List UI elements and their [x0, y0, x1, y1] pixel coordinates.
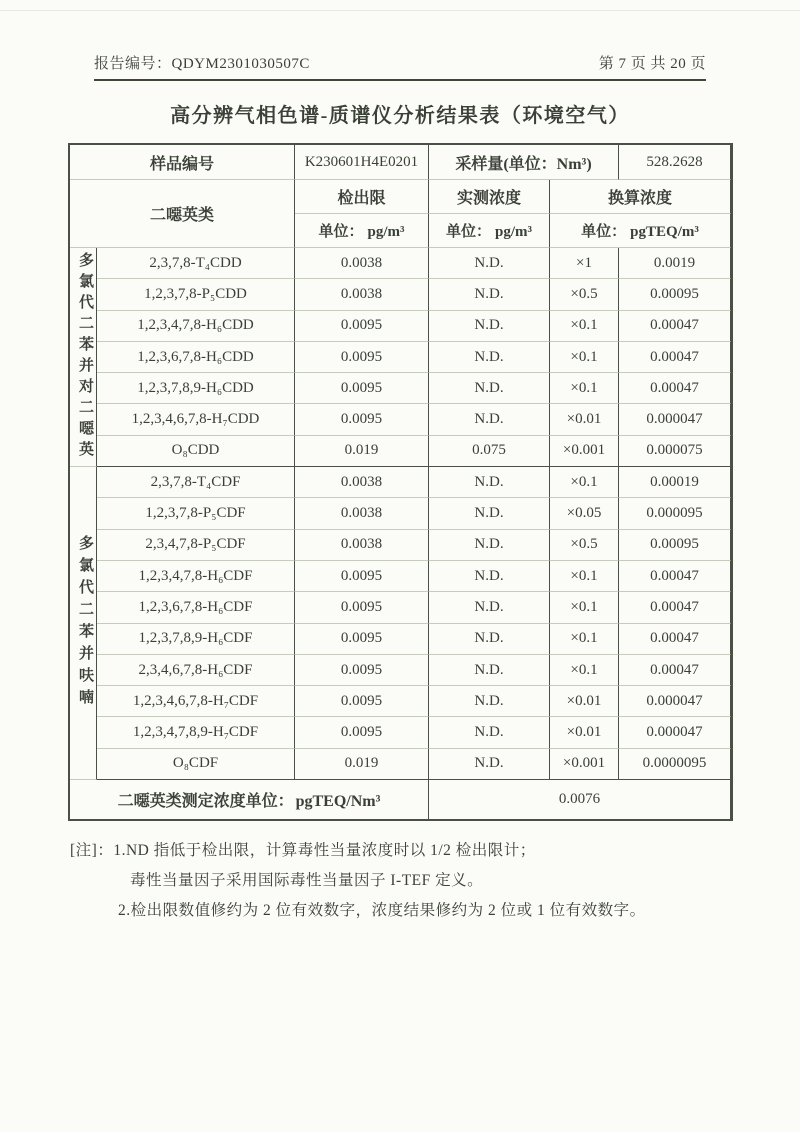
compound-name-cell: 1,2,3,4,7,8,9-H₇CDF	[97, 717, 295, 748]
measured-value-cell: N.D.	[429, 592, 550, 623]
table-row	[70, 530, 731, 561]
compound-name-cell: 1,2,3,4,7,8-H₆CDF	[97, 561, 295, 592]
page-header	[94, 52, 706, 73]
detection-limit-cell: 0.0095	[295, 342, 429, 373]
group1-label: 多氯代二苯并对二噁英	[77, 252, 93, 463]
table-row	[70, 373, 731, 404]
report-number-label: 报告编号：	[94, 56, 172, 72]
converted-value-cell: 0.00047	[619, 655, 731, 686]
converted-header-cell: 换算浓度	[550, 180, 731, 214]
tef-factor-cell: ×0.1	[550, 624, 619, 655]
measured-value-cell: N.D.	[429, 311, 550, 342]
converted-value-cell: 0.00019	[619, 467, 731, 498]
converted-value-cell: 0.000047	[619, 404, 731, 435]
footer-value-cell: 0.0076	[429, 780, 731, 819]
converted-unit-cell	[550, 214, 731, 248]
table-row	[70, 686, 731, 717]
detection-limit-cell: 0.0038	[295, 467, 429, 498]
header-rule	[94, 79, 706, 81]
detection-limit-cell: 0.0038	[295, 530, 429, 561]
measured-value-cell: N.D.	[429, 655, 550, 686]
tef-factor-cell: ×0.1	[550, 373, 619, 404]
converted-value-cell: 0.0019	[619, 248, 731, 279]
converted-value-cell: 0.00095	[619, 279, 731, 310]
unit-label: 单位：	[446, 224, 492, 240]
tef-factor-cell: ×0.001	[550, 749, 619, 780]
detection-limit-cell: 0.0038	[295, 279, 429, 310]
detection-limit-cell: 0.0095	[295, 561, 429, 592]
measured-unit-value: pg/m³	[495, 224, 533, 240]
tef-factor-cell: ×1	[550, 248, 619, 279]
report-number	[94, 52, 310, 73]
tef-factor-cell: ×0.001	[550, 436, 619, 467]
compound-name-cell: 2,3,4,7,8-P₅CDF	[97, 530, 295, 561]
scan-edge-line	[0, 10, 800, 11]
compound-name-cell: 1,2,3,4,7,8-H₆CDD	[97, 311, 295, 342]
table-row	[70, 717, 731, 748]
detection-limit-cell: 0.0095	[295, 686, 429, 717]
detection-limit-cell: 0.0095	[295, 655, 429, 686]
tef-factor-cell: ×0.1	[550, 592, 619, 623]
measured-value-cell: N.D.	[429, 279, 550, 310]
table-row	[70, 279, 731, 310]
footer-label-cell	[70, 780, 429, 819]
results-table	[68, 143, 733, 821]
group2-label-cell	[70, 467, 97, 780]
tef-factor-cell: ×0.5	[550, 279, 619, 310]
measured-value-cell: N.D.	[429, 248, 550, 279]
compound-name-cell: 1,2,3,7,8,9-H₆CDF	[97, 624, 295, 655]
table-row	[70, 248, 731, 279]
compound-name-cell: 2,3,7,8-T₄CDD	[97, 248, 295, 279]
tef-factor-cell: ×0.1	[550, 561, 619, 592]
converted-value-cell: 0.00047	[619, 624, 731, 655]
sample-volume-value-cell: 528.2628	[619, 145, 731, 180]
tef-factor-cell: ×0.01	[550, 717, 619, 748]
compound-name-cell: 2,3,7,8-T₄CDF	[97, 467, 295, 498]
category-label-cell: 二噁英类	[70, 180, 295, 248]
detection-limit-cell: 0.019	[295, 436, 429, 467]
column-header-row	[70, 180, 731, 214]
notes	[70, 836, 740, 926]
converted-value-cell: 0.000095	[619, 498, 731, 529]
converted-value-cell: 0.00047	[619, 311, 731, 342]
measured-value-cell: N.D.	[429, 373, 550, 404]
converted-value-cell: 0.000047	[619, 686, 731, 717]
measured-value-cell: N.D.	[429, 686, 550, 717]
sample-no-value-cell: K230601H4E0201	[295, 145, 429, 180]
converted-unit-value: pgTEQ/m³	[630, 224, 699, 240]
note-text-1: 1.ND 指低于检出限，计算毒性当量浓度时以 1/2 检出限计；	[113, 842, 536, 859]
measured-value-cell: N.D.	[429, 561, 550, 592]
detection-limit-cell: 0.0095	[295, 592, 429, 623]
detection-limit-cell: 0.0095	[295, 404, 429, 435]
detection-limit-header-cell: 检出限	[295, 180, 429, 214]
compound-name-cell: 1,2,3,6,7,8-H₆CDF	[97, 592, 295, 623]
group2-label: 多氯代二苯并呋喃	[77, 535, 93, 712]
table-row	[70, 561, 731, 592]
detection-limit-cell: 0.0038	[295, 498, 429, 529]
table-row	[70, 436, 731, 467]
measured-value-cell: N.D.	[429, 342, 550, 373]
compound-name-cell: 1,2,3,4,6,7,8-H₇CDF	[97, 686, 295, 717]
table-row	[70, 624, 731, 655]
measured-value-cell: N.D.	[429, 404, 550, 435]
detection-limit-cell: 0.0095	[295, 717, 429, 748]
table-row	[70, 655, 731, 686]
converted-value-cell: 0.00047	[619, 373, 731, 404]
report-number-value: QDYM2301030507C	[171, 56, 310, 72]
compound-name-cell: 1,2,3,4,6,7,8-H₇CDD	[97, 404, 295, 435]
converted-value-cell: 0.000047	[619, 717, 731, 748]
page-number: 第 7 页 共 20 页	[598, 56, 706, 72]
measured-unit-cell	[429, 214, 550, 248]
tef-factor-cell: ×0.1	[550, 311, 619, 342]
detection-limit-cell: 0.0095	[295, 373, 429, 404]
tef-factor-cell: ×0.1	[550, 342, 619, 373]
tef-factor-cell: ×0.1	[550, 467, 619, 498]
table-row	[70, 749, 731, 780]
tef-factor-cell: ×0.5	[550, 530, 619, 561]
tef-factor-cell: ×0.1	[550, 655, 619, 686]
group1-label-cell	[70, 248, 97, 467]
compound-name-cell: 1,2,3,7,8-P₅CDF	[97, 498, 295, 529]
detection-limit-cell: 0.0038	[295, 248, 429, 279]
unit-label: 单位：	[581, 224, 627, 240]
note-line-2: 毒性当量因子采用国际毒性当量因子 I-TEF 定义。	[130, 872, 484, 889]
measured-value-cell: N.D.	[429, 498, 550, 529]
tef-factor-cell: ×0.05	[550, 498, 619, 529]
detection-limit-cell: 0.0095	[295, 624, 429, 655]
measured-header-cell: 实测浓度	[429, 180, 550, 214]
table-row	[70, 404, 731, 435]
measured-value-cell: N.D.	[429, 749, 550, 780]
table-row	[70, 592, 731, 623]
footer-label-unit: pgTEQ/Nm³	[295, 793, 381, 811]
compound-name-cell: O₈CDD	[97, 436, 295, 467]
measured-value-cell: N.D.	[429, 467, 550, 498]
table-footer-row	[70, 780, 731, 819]
measured-value-cell: 0.075	[429, 436, 550, 467]
note-prefix: [注]：	[70, 842, 114, 859]
sample-volume-label-cell: 采样量(单位：Nm³)	[429, 145, 619, 180]
sample-info-row	[70, 145, 731, 180]
compound-name-cell: 1,2,3,6,7,8-H₆CDD	[97, 342, 295, 373]
converted-value-cell: 0.00047	[619, 561, 731, 592]
detection-limit-cell: 0.019	[295, 749, 429, 780]
note-line-1	[70, 836, 740, 866]
detection-unit-value: pg/m³	[367, 224, 405, 240]
detection-unit-cell	[295, 214, 429, 248]
footer-label-text: 二噁英类测定浓度单位：	[117, 793, 294, 811]
converted-value-cell: 0.00047	[619, 592, 731, 623]
document-title: 高分辨气相色谱-质谱仪分析结果表（环境空气）	[170, 105, 630, 127]
measured-value-cell: N.D.	[429, 624, 550, 655]
tef-factor-cell: ×0.01	[550, 404, 619, 435]
table-row	[70, 498, 731, 529]
measured-value-cell: N.D.	[429, 530, 550, 561]
detection-limit-cell: 0.0095	[295, 311, 429, 342]
compound-name-cell: 1,2,3,7,8-P₅CDD	[97, 279, 295, 310]
table-row	[70, 467, 731, 498]
converted-value-cell: 0.000075	[619, 436, 731, 467]
sample-no-label-cell: 样品编号	[70, 145, 295, 180]
tef-factor-cell: ×0.01	[550, 686, 619, 717]
unit-label: 单位：	[318, 224, 364, 240]
table-row	[70, 342, 731, 373]
converted-value-cell: 0.00095	[619, 530, 731, 561]
table-row	[70, 311, 731, 342]
converted-value-cell: 0.00047	[619, 342, 731, 373]
converted-value-cell: 0.0000095	[619, 749, 731, 780]
note-line-3: 2.检出限数值修约为 2 位有效数字，浓度结果修约为 2 位或 1 位有效数字。	[118, 902, 646, 919]
compound-name-cell: 2,3,4,6,7,8-H₆CDF	[97, 655, 295, 686]
compound-name-cell: 1,2,3,7,8,9-H₆CDD	[97, 373, 295, 404]
measured-value-cell: N.D.	[429, 717, 550, 748]
compound-name-cell: O₈CDF	[97, 749, 295, 780]
